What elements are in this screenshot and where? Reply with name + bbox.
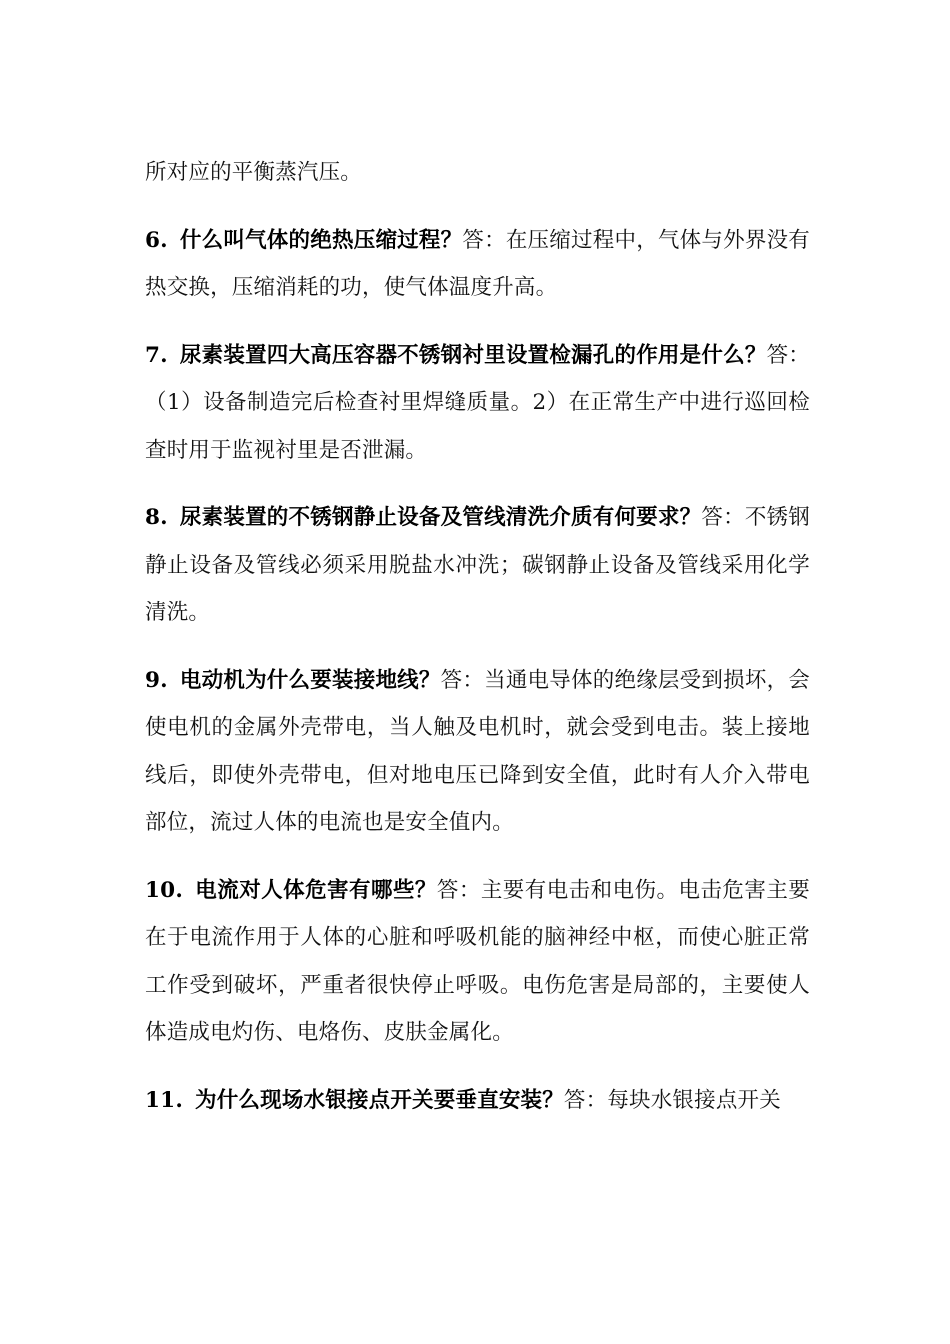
question-text: 电流对人体危害有哪些？: [195, 877, 437, 903]
qa-item-10: [145, 867, 810, 1057]
qa-item-6: [145, 217, 810, 312]
item-number: 7.: [145, 342, 168, 368]
answer-text: 答：在压缩过程中，气体与外界没有热交换，压缩消耗的功，使气体温度升高。: [145, 227, 811, 300]
question-text: 什么叫气体的绝热压缩过程？: [179, 227, 463, 253]
item-number: 10.: [145, 877, 184, 903]
item-number: 6.: [145, 227, 168, 253]
item-number: 8.: [145, 505, 168, 530]
item-number: 11.: [145, 1087, 184, 1113]
answer-text: 答：主要有电击和电伤。电击危害主要在于电流作用于人体的心脏和呼吸机能的脑神经中枢，而使心脏正常工作受到破坏，严重者很快停止呼吸。电伤危害是局部的，主要使人体造成电灼伤、电烙伤、皮肤金属化。: [145, 877, 811, 1045]
qa-item-8: [145, 494, 810, 637]
continuation-paragraph: 所对应的平衡蒸汽压。: [145, 160, 363, 185]
answer-text: 答：不锈钢静止设备及管线必须采用脱盐水冲洗；碳钢静止设备及管线采用化学清洗。: [145, 505, 810, 625]
item-number: 9.: [145, 667, 168, 693]
qa-item-11: [145, 1077, 810, 1125]
qa-item-9: [145, 657, 810, 847]
question-text: 尿素装置四大高压容器不锈钢衬里设置检漏孔的作用是什么？: [179, 342, 767, 368]
question-text: 为什么现场水银接点开关要垂直安装？: [195, 1087, 564, 1113]
answer-text: 答：（1）设备制造完后检查衬里焊缝质量。2）在正常生产中进行巡回检查时用于监视衬里是否泄漏。: [145, 342, 810, 463]
qa-item-7: [145, 332, 810, 475]
question-text: 电动机为什么要装接地线？: [179, 667, 441, 693]
document-page: [145, 149, 810, 1124]
question-text: 尿素装置的不锈钢静止设备及管线清洗介质有何要求？: [179, 505, 702, 530]
answer-text: 答：当通电导体的绝缘层受到损坏，会使电机的金属外壳带电，当人触及电机时，就会受到电击。装上接地线后，即使外壳带电，但对地电压已降到安全值，此时有人介入带电部位，流过人体的电流也是安全值内。: [145, 667, 810, 835]
answer-text: 答：每块水银接点开关: [563, 1087, 781, 1113]
